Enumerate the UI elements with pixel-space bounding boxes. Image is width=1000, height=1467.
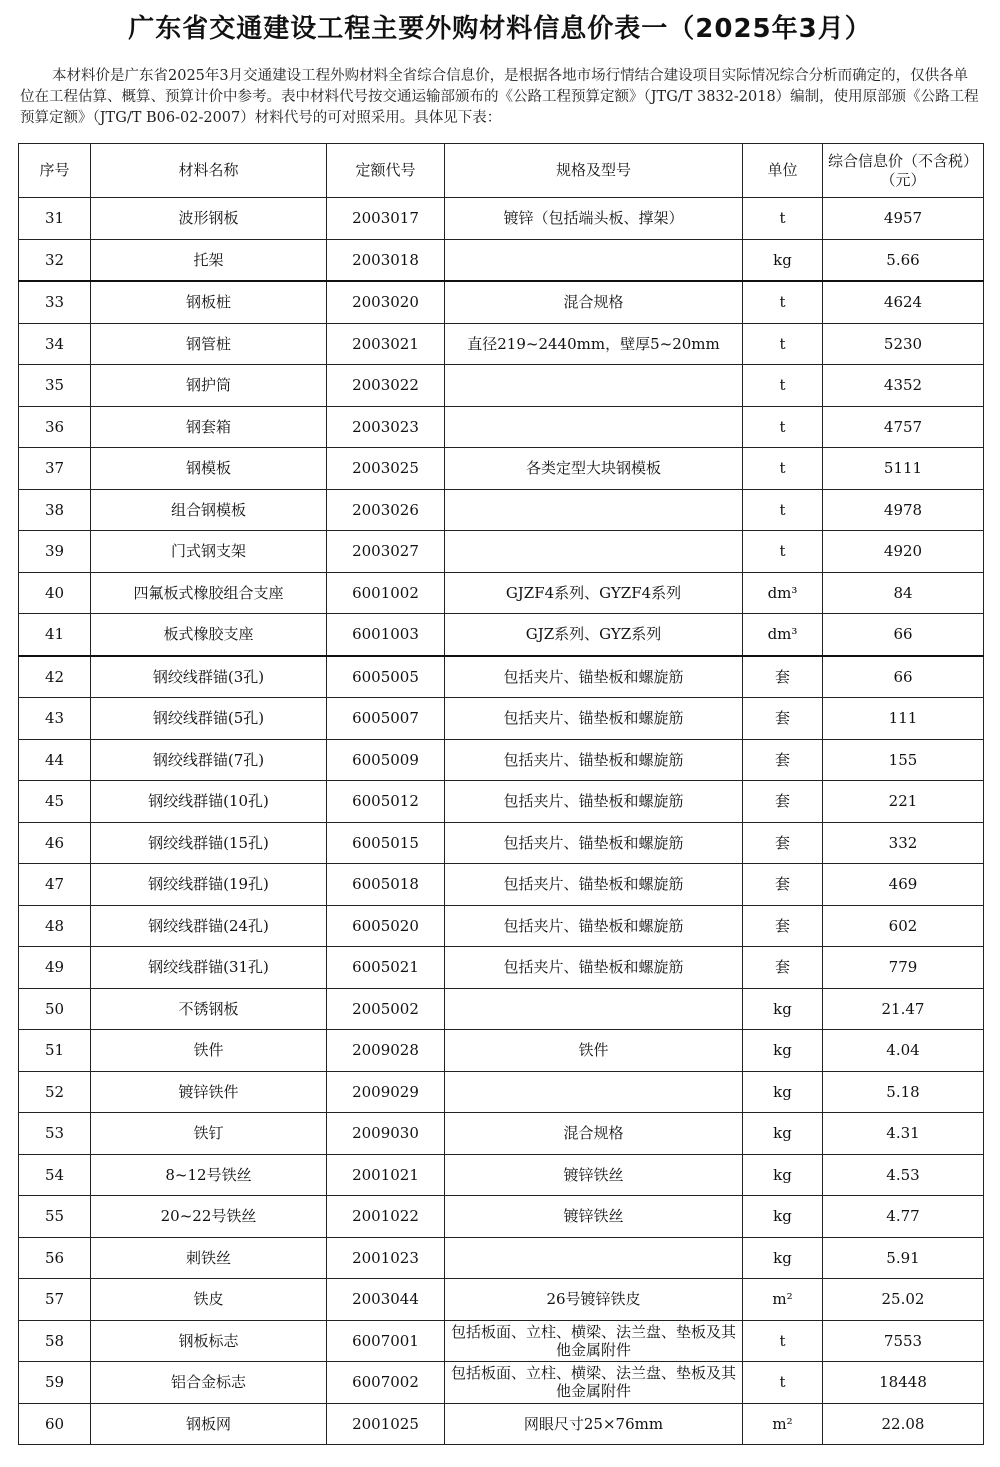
table-row — [19, 698, 984, 740]
table-row — [19, 239, 984, 281]
cell-spec: 26号镀锌铁皮 — [445, 1279, 743, 1321]
document-title: 广东省交通建设工程主要外购材料信息价表一（2025年3月） — [128, 14, 872, 44]
cell-no: 46 — [19, 822, 91, 864]
header-price: 综合信息价（不含税）（元） — [823, 144, 984, 198]
cell-no: 45 — [19, 781, 91, 823]
cell-code: 2003018 — [327, 239, 445, 281]
cell-name: 钢绞线群锚(5孔) — [91, 698, 327, 740]
cell-no: 39 — [19, 531, 91, 573]
table-row — [19, 531, 984, 573]
cell-price: 602 — [823, 905, 984, 947]
cell-unit: kg — [743, 1196, 823, 1238]
cell-name: 刺铁丝 — [91, 1237, 327, 1279]
cell-code: 6005007 — [327, 698, 445, 740]
cell-price: 111 — [823, 698, 984, 740]
cell-spec: 混合规格 — [445, 1113, 743, 1155]
cell-code: 6005009 — [327, 739, 445, 781]
cell-spec: 直径219~2440mm，壁厚5~20mm — [445, 323, 743, 365]
table-row — [19, 198, 984, 240]
cell-unit: 套 — [743, 739, 823, 781]
material-price-table — [18, 143, 984, 1445]
cell-unit: 套 — [743, 822, 823, 864]
cell-code: 6001003 — [327, 614, 445, 656]
cell-spec — [445, 239, 743, 281]
cell-unit: t — [743, 323, 823, 365]
cell-unit: m² — [743, 1279, 823, 1321]
cell-price: 18448 — [823, 1362, 984, 1404]
cell-spec: 镀锌铁丝 — [445, 1154, 743, 1196]
cell-name: 托架 — [91, 239, 327, 281]
cell-unit: t — [743, 1320, 823, 1362]
cell-spec — [445, 531, 743, 573]
cell-name: 钢绞线群锚(7孔) — [91, 739, 327, 781]
table-row — [19, 448, 984, 490]
cell-unit: t — [743, 1362, 823, 1404]
cell-price: 5111 — [823, 448, 984, 490]
header-code: 定额代号 — [327, 144, 445, 198]
cell-spec — [445, 489, 743, 531]
cell-spec: 铁件 — [445, 1030, 743, 1072]
cell-name: 8~12号铁丝 — [91, 1154, 327, 1196]
cell-code: 2003023 — [327, 406, 445, 448]
cell-no: 51 — [19, 1030, 91, 1072]
cell-code: 2009029 — [327, 1071, 445, 1113]
table-row — [19, 1113, 984, 1155]
cell-unit: t — [743, 448, 823, 490]
cell-code: 2003044 — [327, 1279, 445, 1321]
cell-price: 4624 — [823, 281, 984, 323]
cell-name: 钢板标志 — [91, 1320, 327, 1362]
table-body — [19, 198, 984, 1445]
cell-price: 4920 — [823, 531, 984, 573]
cell-price: 5.66 — [823, 239, 984, 281]
cell-name: 波形钢板 — [91, 198, 327, 240]
table-row — [19, 1030, 984, 1072]
cell-no: 31 — [19, 198, 91, 240]
cell-price: 4.77 — [823, 1196, 984, 1238]
cell-unit: 套 — [743, 698, 823, 740]
cell-spec: 包括板面、立柱、横梁、法兰盘、垫板及其他金属附件 — [445, 1320, 743, 1362]
cell-code: 2003017 — [327, 198, 445, 240]
cell-no: 48 — [19, 905, 91, 947]
cell-name: 不锈钢板 — [91, 988, 327, 1030]
table-row — [19, 947, 984, 989]
cell-name: 铁钉 — [91, 1113, 327, 1155]
cell-name: 钢套箱 — [91, 406, 327, 448]
cell-code: 2005002 — [327, 988, 445, 1030]
cell-no: 42 — [19, 656, 91, 698]
cell-unit: t — [743, 489, 823, 531]
cell-name: 钢模板 — [91, 448, 327, 490]
cell-name: 门式钢支架 — [91, 531, 327, 573]
cell-spec: 镀锌（包括端头板、撑架） — [445, 198, 743, 240]
table-row — [19, 781, 984, 823]
cell-name: 钢绞线群锚(24孔) — [91, 905, 327, 947]
cell-no: 37 — [19, 448, 91, 490]
cell-spec: 包括夹片、锚垫板和螺旋筋 — [445, 822, 743, 864]
cell-no: 60 — [19, 1403, 91, 1445]
cell-code: 2003026 — [327, 489, 445, 531]
cell-price: 469 — [823, 864, 984, 906]
cell-price: 221 — [823, 781, 984, 823]
cell-price: 4757 — [823, 406, 984, 448]
table-row — [19, 1071, 984, 1113]
cell-unit: kg — [743, 1237, 823, 1279]
table-row — [19, 365, 984, 407]
cell-code: 6005012 — [327, 781, 445, 823]
cell-spec: 包括夹片、锚垫板和螺旋筋 — [445, 656, 743, 698]
cell-spec: 包括夹片、锚垫板和螺旋筋 — [445, 905, 743, 947]
cell-unit: t — [743, 531, 823, 573]
cell-code: 2003022 — [327, 365, 445, 407]
cell-price: 4352 — [823, 365, 984, 407]
cell-name: 钢绞线群锚(10孔) — [91, 781, 327, 823]
cell-name: 四氟板式橡胶组合支座 — [91, 572, 327, 614]
cell-spec: 包括夹片、锚垫板和螺旋筋 — [445, 864, 743, 906]
cell-name: 镀锌铁件 — [91, 1071, 327, 1113]
cell-code: 2009030 — [327, 1113, 445, 1155]
cell-price: 4.31 — [823, 1113, 984, 1155]
table-row — [19, 1403, 984, 1445]
cell-spec: 混合规格 — [445, 281, 743, 323]
cell-code: 6005021 — [327, 947, 445, 989]
header-name: 材料名称 — [91, 144, 327, 198]
cell-unit: t — [743, 406, 823, 448]
cell-price: 4.04 — [823, 1030, 984, 1072]
cell-name: 钢管桩 — [91, 323, 327, 365]
table-row — [19, 1196, 984, 1238]
cell-no: 33 — [19, 281, 91, 323]
table-row — [19, 656, 984, 698]
intro-paragraph: 本材料价是广东省2025年3月交通建设工程外购材料全省综合信息价，是根据各地市场行情结合建设项目实际情况综合分析而确定的，仅供各单位在工程估算、概算、预算计价中参考。表中材料代号按交通运输部颁布的《公路工程预算定额》（JTG/T 3832-2018）编制，使用原部颁《公路工程预算定额》（JTG/T B06-02-2007）材料代号的可对照采用。具体见下表： — [20, 68, 979, 126]
cell-unit: kg — [743, 1030, 823, 1072]
cell-no: 43 — [19, 698, 91, 740]
cell-unit: m² — [743, 1403, 823, 1445]
cell-no: 41 — [19, 614, 91, 656]
cell-code: 2001021 — [327, 1154, 445, 1196]
table-row — [19, 281, 984, 323]
cell-no: 56 — [19, 1237, 91, 1279]
table-row — [19, 988, 984, 1030]
cell-code: 2009028 — [327, 1030, 445, 1072]
cell-price: 7553 — [823, 1320, 984, 1362]
cell-code: 2001023 — [327, 1237, 445, 1279]
cell-price: 25.02 — [823, 1279, 984, 1321]
cell-price: 66 — [823, 656, 984, 698]
cell-code: 2001025 — [327, 1403, 445, 1445]
cell-no: 58 — [19, 1320, 91, 1362]
cell-code: 2001022 — [327, 1196, 445, 1238]
cell-spec: GJZ系列、GYZ系列 — [445, 614, 743, 656]
cell-spec: GJZF4系列、GYZF4系列 — [445, 572, 743, 614]
cell-price: 332 — [823, 822, 984, 864]
cell-code: 6007002 — [327, 1362, 445, 1404]
cell-code: 6007001 — [327, 1320, 445, 1362]
cell-code: 2003021 — [327, 323, 445, 365]
table-row — [19, 1279, 984, 1321]
header-spec: 规格及型号 — [445, 144, 743, 198]
cell-code: 2003020 — [327, 281, 445, 323]
cell-code: 6001002 — [327, 572, 445, 614]
cell-no: 52 — [19, 1071, 91, 1113]
table-row — [19, 1320, 984, 1362]
cell-no: 49 — [19, 947, 91, 989]
cell-price: 155 — [823, 739, 984, 781]
cell-unit: 套 — [743, 947, 823, 989]
cell-spec: 包括夹片、锚垫板和螺旋筋 — [445, 698, 743, 740]
cell-spec: 包括夹片、锚垫板和螺旋筋 — [445, 947, 743, 989]
table-row — [19, 1237, 984, 1279]
header-no: 序号 — [19, 144, 91, 198]
cell-no: 32 — [19, 239, 91, 281]
cell-no: 50 — [19, 988, 91, 1030]
cell-no: 38 — [19, 489, 91, 531]
cell-no: 54 — [19, 1154, 91, 1196]
cell-name: 钢绞线群锚(15孔) — [91, 822, 327, 864]
cell-unit: t — [743, 365, 823, 407]
cell-code: 2003025 — [327, 448, 445, 490]
cell-spec — [445, 365, 743, 407]
cell-name: 铁皮 — [91, 1279, 327, 1321]
table-row — [19, 739, 984, 781]
cell-unit: t — [743, 198, 823, 240]
cell-spec: 包括夹片、锚垫板和螺旋筋 — [445, 739, 743, 781]
cell-name: 20~22号铁丝 — [91, 1196, 327, 1238]
cell-name: 铁件 — [91, 1030, 327, 1072]
cell-code: 6005020 — [327, 905, 445, 947]
table-row — [19, 1154, 984, 1196]
cell-unit: dm³ — [743, 572, 823, 614]
cell-code: 2003027 — [327, 531, 445, 573]
cell-no: 53 — [19, 1113, 91, 1155]
table-header-row — [19, 144, 984, 198]
cell-price: 84 — [823, 572, 984, 614]
cell-unit: kg — [743, 1113, 823, 1155]
table-row — [19, 489, 984, 531]
cell-spec — [445, 1071, 743, 1113]
cell-name: 铝合金标志 — [91, 1362, 327, 1404]
cell-price: 21.47 — [823, 988, 984, 1030]
table-row — [19, 905, 984, 947]
cell-price: 779 — [823, 947, 984, 989]
table-row — [19, 864, 984, 906]
table-row — [19, 406, 984, 448]
cell-unit: t — [743, 281, 823, 323]
cell-name: 组合钢模板 — [91, 489, 327, 531]
cell-spec — [445, 1237, 743, 1279]
cell-price: 22.08 — [823, 1403, 984, 1445]
cell-name: 板式橡胶支座 — [91, 614, 327, 656]
cell-unit: 套 — [743, 656, 823, 698]
cell-no: 47 — [19, 864, 91, 906]
cell-code: 6005015 — [327, 822, 445, 864]
cell-code: 6005005 — [327, 656, 445, 698]
cell-spec: 包括板面、立柱、横梁、法兰盘、垫板及其他金属附件 — [445, 1362, 743, 1404]
cell-unit: kg — [743, 988, 823, 1030]
cell-no: 55 — [19, 1196, 91, 1238]
cell-no: 44 — [19, 739, 91, 781]
cell-price: 5230 — [823, 323, 984, 365]
cell-name: 钢绞线群锚(31孔) — [91, 947, 327, 989]
header-unit: 单位 — [743, 144, 823, 198]
table-row — [19, 614, 984, 656]
cell-unit: dm³ — [743, 614, 823, 656]
cell-unit: kg — [743, 1154, 823, 1196]
cell-name: 钢板网 — [91, 1403, 327, 1445]
cell-spec — [445, 406, 743, 448]
table-row — [19, 1362, 984, 1404]
cell-no: 59 — [19, 1362, 91, 1404]
cell-price: 4957 — [823, 198, 984, 240]
table-row — [19, 572, 984, 614]
cell-no: 57 — [19, 1279, 91, 1321]
cell-code: 6005018 — [327, 864, 445, 906]
cell-no: 35 — [19, 365, 91, 407]
table-row — [19, 822, 984, 864]
cell-name: 钢绞线群锚(19孔) — [91, 864, 327, 906]
cell-name: 钢绞线群锚(3孔) — [91, 656, 327, 698]
cell-spec: 包括夹片、锚垫板和螺旋筋 — [445, 781, 743, 823]
cell-unit: 套 — [743, 905, 823, 947]
cell-name: 钢护筒 — [91, 365, 327, 407]
cell-no: 36 — [19, 406, 91, 448]
cell-unit: 套 — [743, 781, 823, 823]
cell-unit: kg — [743, 239, 823, 281]
cell-no: 34 — [19, 323, 91, 365]
cell-spec: 各类定型大块钢模板 — [445, 448, 743, 490]
cell-price: 66 — [823, 614, 984, 656]
cell-price: 4978 — [823, 489, 984, 531]
table-row — [19, 323, 984, 365]
cell-no: 40 — [19, 572, 91, 614]
cell-spec: 镀锌铁丝 — [445, 1196, 743, 1238]
cell-spec — [445, 988, 743, 1030]
cell-spec: 网眼尺寸25×76mm — [445, 1403, 743, 1445]
cell-price: 4.53 — [823, 1154, 984, 1196]
cell-unit: kg — [743, 1071, 823, 1113]
cell-price: 5.18 — [823, 1071, 984, 1113]
cell-name: 钢板桩 — [91, 281, 327, 323]
cell-unit: 套 — [743, 864, 823, 906]
cell-price: 5.91 — [823, 1237, 984, 1279]
